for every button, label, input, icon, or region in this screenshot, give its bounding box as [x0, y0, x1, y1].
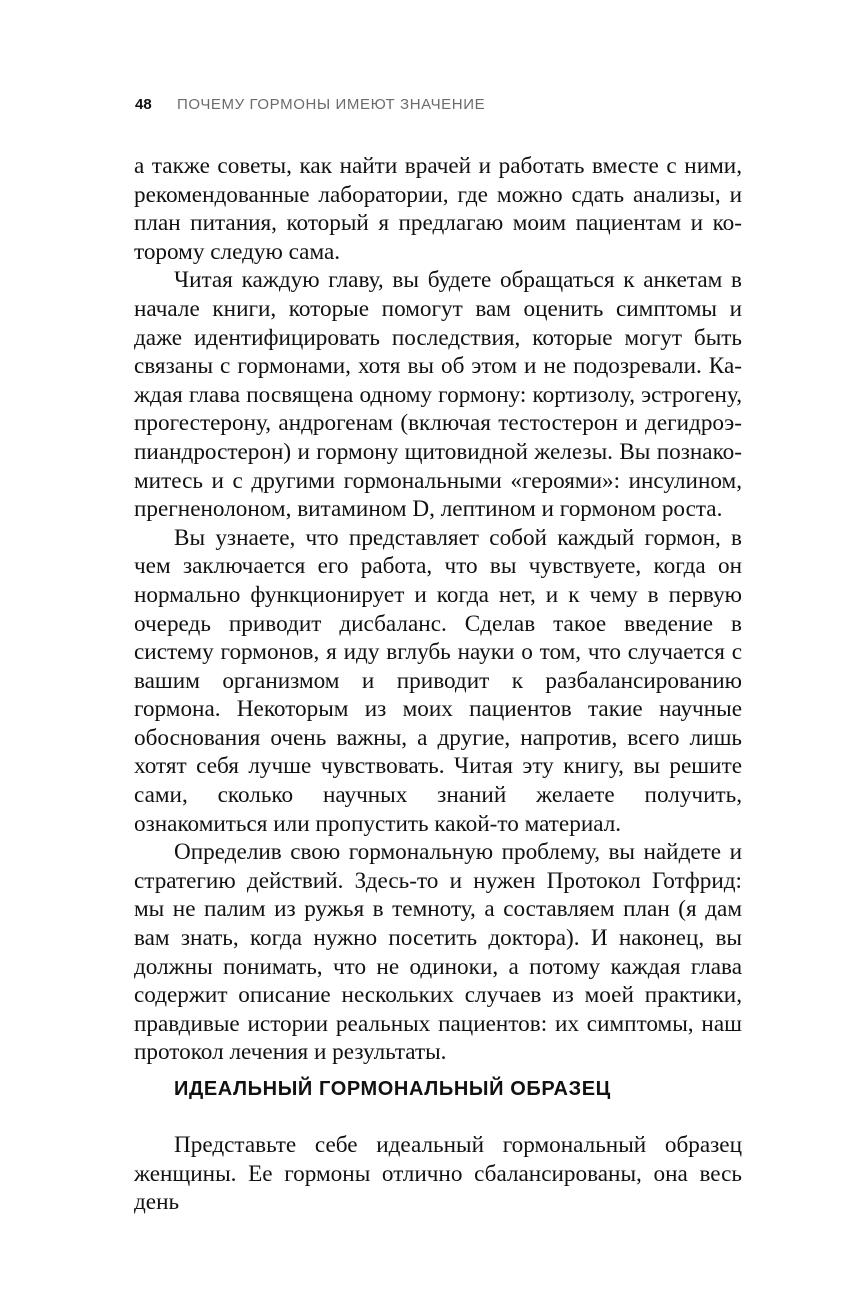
section-body-text: [134, 1131, 742, 1217]
page-number: 48: [135, 96, 152, 113]
paragraph: Представьте себе идеальный гормональный образец женщины. Ее гормоны отлично сбалансированы, она весь день: [134, 1132, 742, 1216]
paragraph-continuation: а также советы, как найти врачей и работать вместе с ними, рекомендованные лаборатории, где можно сдать анализы, и план питания, который я предлагаю моим пациентам и которому следую сама.: [134, 153, 742, 265]
section-heading: ИДЕАЛЬНЫЙ ГОРМОНАЛЬНЫЙ ОБРАЗЕЦ: [174, 1078, 611, 1100]
paragraph: Читая каждую главу, вы будете обращаться к анкетам в начале книги, которые помогут вам оценить симптомы и даже идентифицировать последствия, которые могут быть связаны с гормонами, хотя вы об этом и не подозревали. Каждая глава посвящена одному гормону: кортизолу, эстрогену, прогестерону, андрогенам (включая тестостерон и дегидроэпиандростерон) и гормону щитовидной железы. Вы познакомитесь и с другими гормональными «героями»: инсулином, прегненолоном, витамином D, лептином и гормоном роста.: [134, 267, 742, 523]
running-title: ПОЧЕМУ ГОРМОНЫ ИМЕЮТ ЗНАЧЕНИЕ: [177, 96, 486, 113]
paragraph: Определив свою гормональную проблему, вы найдете и стратегию действий. Здесь-то и нужен Протокол Готфрид: мы не палим из ружья в темноту, а составляем план (я дам вам знать, когда нужно посетить доктора). И наконец, вы должны понимать, что не одиноки, а потому каждая глава содержит описание нескольких случаев из моей практики, правдивые истории реальных пациентов: их симптомы, наш протокол лечения и результаты.: [134, 839, 742, 1066]
paragraph: Вы узнаете, что представляет собой каждый гормон, в чем заключается его работа, что вы чувствуете, когда он нормально функционирует и когда нет, и к чему в первую очередь приводит дисбаланс. Сделав такое введение в систему гормонов, я иду вглубь науки о том, что случается с вашим организмом и приводит к разбалансированию гормона. Некоторым из моих пациентов такие научные обоснования очень важны, а другие, напротив, всего лишь хотят себя лучше чувствовать. Читая эту книгу, вы решите сами, сколько научных знаний желаете получить, ознакомиться или пропустить какой-то материал.: [134, 524, 742, 837]
body-text: [134, 152, 742, 1067]
running-header: [135, 96, 755, 120]
